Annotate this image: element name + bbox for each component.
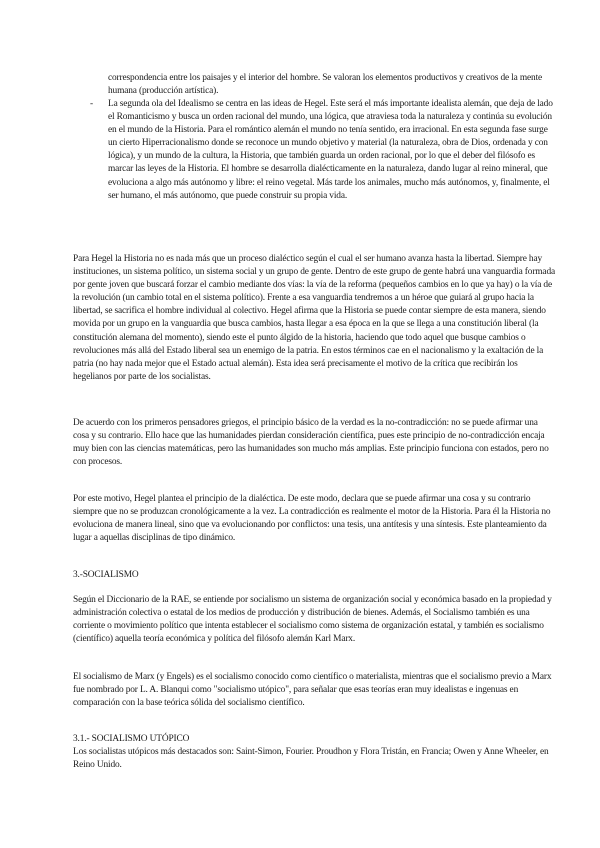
paragraph-rae-definition: Según el Diccionario de la RAE, se entiende por socialismo un sistema de organización social y económica basado en la propiedad y administración colectiva o estatal de los medios de producción y distribución de bienes. Además, el Socialismo también es una corriente o movimiento político que intenta establecer el socialismo como sistema de organización estatal, y también es socialismo (científico) aquella teoría económica y política del filósofo alemán Karl Marx.: [73, 595, 552, 645]
paragraph-no-contradiction: De acuerdo con los primeros pensadores griegos, el principio básico de la verdad es la no-contradicción: no se puede afirmar una cosa y su contrario. Ello hace que las humanidades pierdan consideración científica, pues este principio de no-contradicción encaja muy bien con las ciencias matemáticas, pero las humanidades son mucho más amplias. Este principio funciona con estados, pero no con procesos.: [73, 418, 549, 468]
paragraph-utopian-socialists: Los socialistas utópicos más destacados son: Saint-Simon, Fourier. Proudhon y Flora Tristán, en Francia; Owen y Anne Wheeler, en Reino Unido.: [73, 747, 549, 771]
bullet-continuation: correspondencia entre los paisajes y el interior del hombre. Se valoran los elementos productivos y creativos de la mente humana (producción artística).: [108, 73, 543, 97]
paragraph-dialectic: Por este motivo, Hegel plantea el principio de la dialéctica. De este modo, declara que se puede afirmar una cosa y su contrario siempre que no se produzcan cronológicamente a la vez. La contradicción es realmente el motor de la Historia. Para él la Historia no evoluciona de manera lineal, sino que va evolucionando por conflictos: una tesis, una antítesis y una síntesis. Este planteamiento da lugar a aquellas disciplinas de tipo dinámico.: [73, 494, 551, 544]
bullet-item: [90, 98, 555, 238]
paragraph-hegel-history: Para Hegel la Historia no es nada más que un proceso dialéctico según el cual el ser humano avanza hasta la libertad. Siempre hay instituciones, un sistema político, un sistema social y un grupo de gente. Dentro de este grupo de gente habrá una vanguardia formada por gente joven que buscará forzar el cambio mediante dos vías: la vía de la reforma (pequeños cambios en lo que ya hay) o la vía de la revolución (un cambio total en el sistema político). Frente a esa vanguardia tendremos a un héroe que guiará al grupo hacia la libertad, se sacrifica el hombre individual al colectivo. Hegel afirma que la Historia se puede contar siempre de esta manera, siendo movida por un grupo en la vanguardia que busca cambios, hasta llegar a esa época en la que se llega a una constitución liberal (la constitución alemana del momento), siendo este el punto álgido de la historia, haciendo que todo aquel que busque cambios o revoluciones más allá del Estado liberal sea un enemigo de la patria. En estos términos cae en el nacionalismo y la exaltación de la patria (no hay nada mejor que el Estado actual alemán). Esta idea será precisamente el motivo de la crítica que recibirán los hegelianos por parte de los socialistas.: [73, 254, 555, 382]
bullet-text: La segunda ola del Idealismo se centra en las ideas de Hegel. Este será el más importante idealista alemán, que deja de lado el Romanticismo y busca un orden racional del mundo, una lógica, que atraviesa toda la naturaleza y continúa su evolución en el mundo de la Historia. Para el romántico alemán el mundo no tenía sentido, era irracional. En esta segunda fase surge un cierto Hiperracionalismo donde se reconoce un mundo objetivo y material (la naturaleza, obra de Dios, ordenada y con lógica), y un mundo de la cultura, la Historia, que también guarda un orden racional, por lo que el deber del filósofo es marcar las leyes de la Historia. El hombre se desarrolla dialécticamente en la naturaleza, dando lugar al reino mineral, que evoluciona a algo más autónomo y libre: el reino vegetal. Más tarde los animales, mucho más autónomos, y, finalmente, el ser humano, el más autónomo, que puede construir su propia vida.: [108, 99, 553, 201]
bullet-marker: -: [90, 99, 93, 109]
section-heading-socialism: 3.-SOCIALISMO: [73, 570, 139, 580]
section-heading-utopian-socialism: 3.1.- SOCIALISMO UTÓPICO: [73, 734, 190, 744]
paragraph-marx-socialism: El socialismo de Marx (y Engels) es el socialismo conocido como científico o materialista, mientras que el socialismo previo a Marx fue nombrado por L. A. Blanqui como "socialismo utópico", para señalar que esas teorías eran muy idealistas e ingenuas en comparación con la base teórica sólida del socialismo científico.: [73, 672, 552, 709]
